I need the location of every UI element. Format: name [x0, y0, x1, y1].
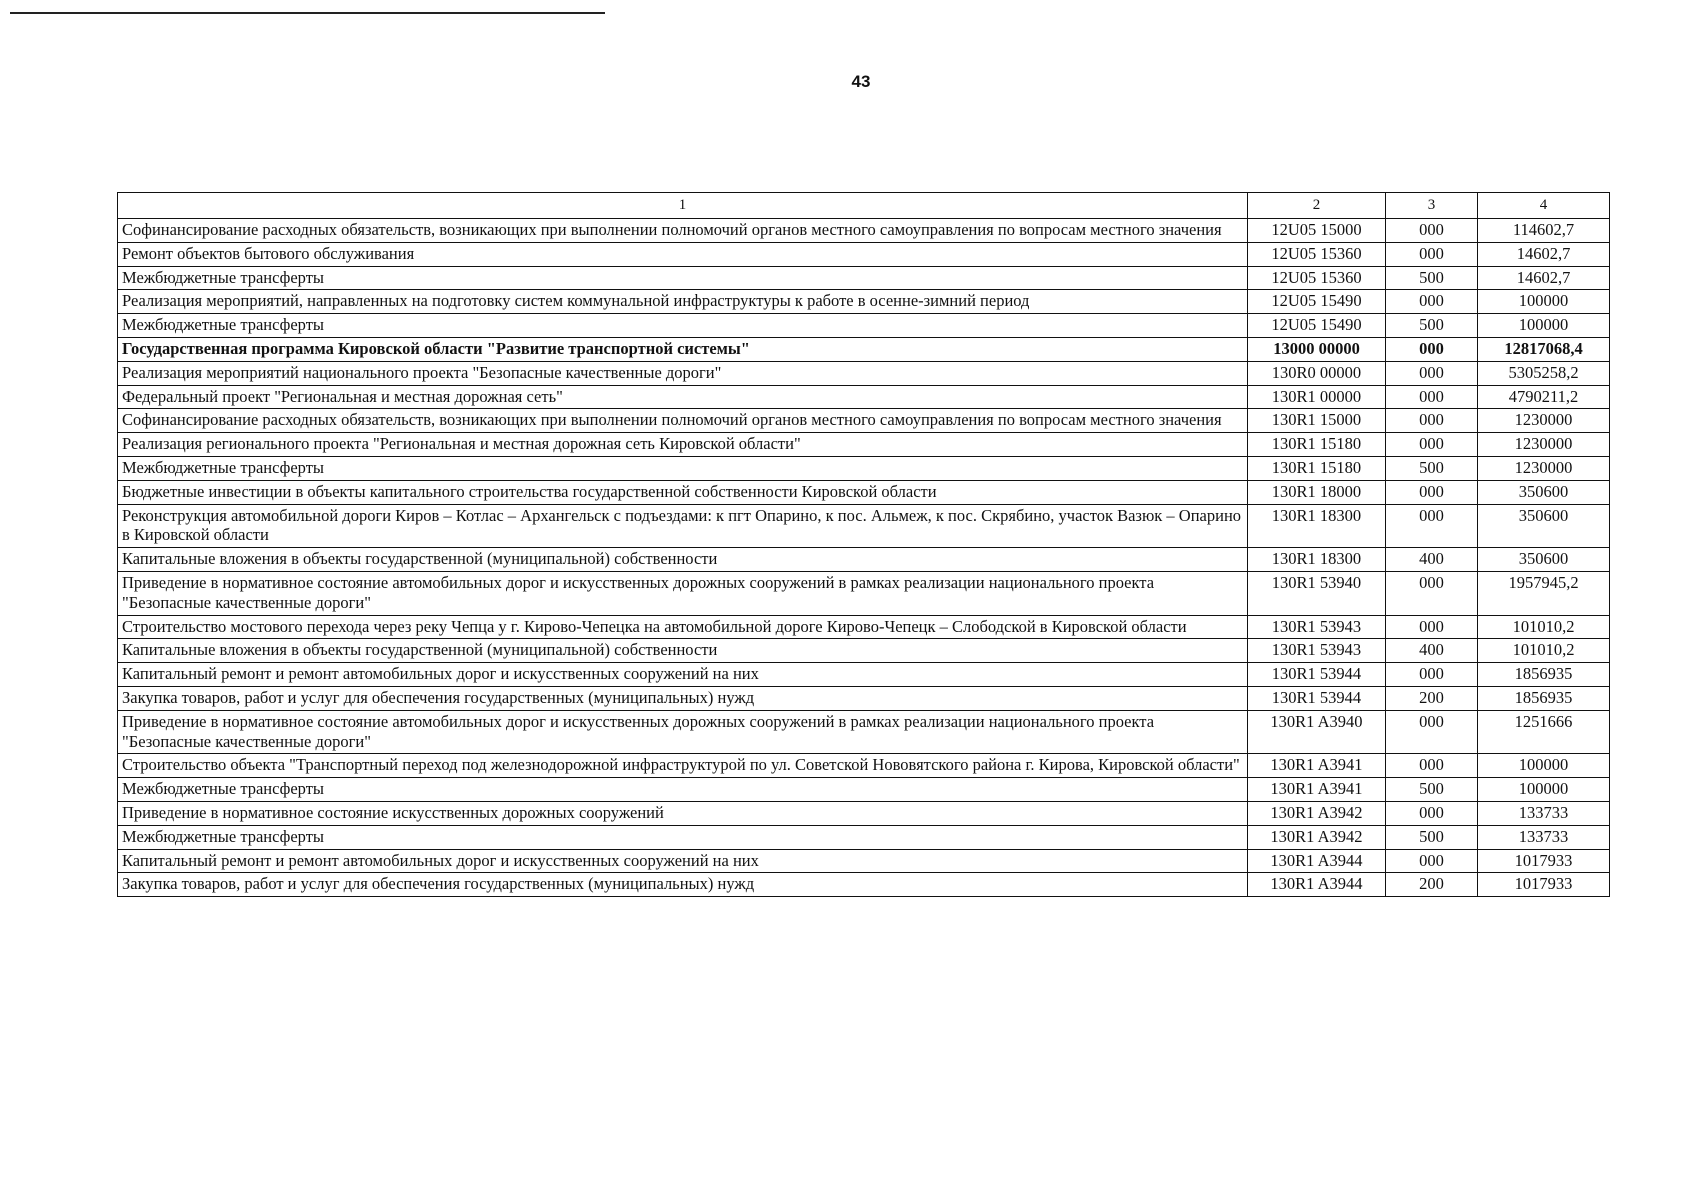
row-sum-cell: 100000	[1478, 290, 1610, 314]
row-type-cell: 000	[1386, 801, 1478, 825]
row-sum-cell: 350600	[1478, 480, 1610, 504]
row-sum-cell: 101010,2	[1478, 615, 1610, 639]
row-sum-cell: 133733	[1478, 801, 1610, 825]
row-type-cell: 000	[1386, 219, 1478, 243]
row-sum-cell: 100000	[1478, 754, 1610, 778]
row-code-cell: 130R1 18000	[1248, 480, 1386, 504]
row-sum-cell: 1230000	[1478, 456, 1610, 480]
top-rule	[10, 12, 605, 14]
page-number: 43	[851, 72, 871, 91]
row-code-cell: 130R1 18300	[1248, 504, 1386, 548]
table-row	[118, 639, 1610, 663]
table-row	[118, 480, 1610, 504]
row-code-cell: 130R1 A3944	[1248, 873, 1386, 897]
row-sum-cell: 1230000	[1478, 433, 1610, 457]
row-name-cell: Межбюджетные трансферты	[118, 825, 1248, 849]
row-type-cell: 000	[1386, 409, 1478, 433]
row-type-cell: 000	[1386, 242, 1478, 266]
row-type-cell: 000	[1386, 433, 1478, 457]
table-row	[118, 456, 1610, 480]
table-row	[118, 873, 1610, 897]
row-name-cell: Реализация регионального проекта "Региональная и местная дорожная сеть Кировской области"	[118, 433, 1248, 457]
row-type-cell: 000	[1386, 615, 1478, 639]
table-row	[118, 242, 1610, 266]
table-row	[118, 361, 1610, 385]
header-row	[118, 193, 1610, 219]
row-type-cell: 000	[1386, 480, 1478, 504]
row-type-cell: 000	[1386, 290, 1478, 314]
row-name-cell: Ремонт объектов бытового обслуживания	[118, 242, 1248, 266]
header-sum-column: 4	[1478, 193, 1610, 219]
row-name-cell: Капитальный ремонт и ремонт автомобильных дорог и искусственных сооружений на них	[118, 849, 1248, 873]
table-row	[118, 754, 1610, 778]
row-code-cell: 130R1 A3940	[1248, 710, 1386, 754]
table-row	[118, 548, 1610, 572]
row-name-cell: Капитальные вложения в объекты государственной (муниципальной) собственности	[118, 639, 1248, 663]
table-row	[118, 710, 1610, 754]
table-row	[118, 433, 1610, 457]
row-code-cell: 130R1 53944	[1248, 663, 1386, 687]
table-row	[118, 337, 1610, 361]
row-name-cell: Бюджетные инвестиции в объекты капитального строительства государственной собственности Кировской области	[118, 480, 1248, 504]
row-name-cell: Межбюджетные трансферты	[118, 456, 1248, 480]
row-name-cell: Приведение в нормативное состояние искусственных дорожных сооружений	[118, 801, 1248, 825]
table-row	[118, 219, 1610, 243]
row-sum-cell: 1856935	[1478, 686, 1610, 710]
row-type-cell: 400	[1386, 548, 1478, 572]
row-type-cell: 500	[1386, 778, 1478, 802]
row-sum-cell: 114602,7	[1478, 219, 1610, 243]
row-code-cell: 130R1 53943	[1248, 615, 1386, 639]
row-sum-cell: 350600	[1478, 548, 1610, 572]
row-sum-cell: 101010,2	[1478, 639, 1610, 663]
header-code-column: 2	[1248, 193, 1386, 219]
header-type-column: 3	[1386, 193, 1478, 219]
row-name-cell: Строительство мостового перехода через реку Чепца у г. Кирово-Чепецка на автомобильной дороге Кирово-Чепецк – Слободской в Кировской области	[118, 615, 1248, 639]
row-code-cell: 130R1 A3944	[1248, 849, 1386, 873]
row-sum-cell: 100000	[1478, 314, 1610, 338]
row-type-cell: 000	[1386, 361, 1478, 385]
row-code-cell: 12U05 15360	[1248, 266, 1386, 290]
row-sum-cell: 4790211,2	[1478, 385, 1610, 409]
row-type-cell: 000	[1386, 710, 1478, 754]
row-type-cell: 200	[1386, 873, 1478, 897]
row-code-cell: 130R1 53940	[1248, 571, 1386, 615]
row-code-cell: 12U05 15490	[1248, 314, 1386, 338]
table-row	[118, 615, 1610, 639]
row-sum-cell: 1017933	[1478, 849, 1610, 873]
row-name-cell: Софинансирование расходных обязательств, возникающих при выполнении полномочий органов местного самоуправления по вопросам местного значения	[118, 219, 1248, 243]
table-row	[118, 825, 1610, 849]
row-name-cell: Капитальные вложения в объекты государственной (муниципальной) собственности	[118, 548, 1248, 572]
row-type-cell: 000	[1386, 504, 1478, 548]
table-body	[118, 219, 1610, 897]
row-sum-cell: 5305258,2	[1478, 361, 1610, 385]
row-name-cell: Закупка товаров, работ и услуг для обеспечения государственных (муниципальных) нужд	[118, 686, 1248, 710]
row-type-cell: 000	[1386, 337, 1478, 361]
budget-table	[117, 192, 1610, 897]
table-row	[118, 571, 1610, 615]
row-sum-cell: 14602,7	[1478, 266, 1610, 290]
row-code-cell: 130R1 18300	[1248, 548, 1386, 572]
row-name-cell: Межбюджетные трансферты	[118, 266, 1248, 290]
row-code-cell: 130R1 A3942	[1248, 825, 1386, 849]
table-row	[118, 778, 1610, 802]
row-type-cell: 500	[1386, 314, 1478, 338]
row-type-cell: 000	[1386, 385, 1478, 409]
row-name-cell: Межбюджетные трансферты	[118, 778, 1248, 802]
row-code-cell: 12U05 15490	[1248, 290, 1386, 314]
row-sum-cell: 1017933	[1478, 873, 1610, 897]
row-code-cell: 130R1 00000	[1248, 385, 1386, 409]
table-row	[118, 385, 1610, 409]
table-row	[118, 504, 1610, 548]
row-type-cell: 500	[1386, 266, 1478, 290]
table-row	[118, 849, 1610, 873]
row-name-cell: Приведение в нормативное состояние автомобильных дорог и искусственных дорожных сооружений в рамках реализации национального проекта "Безопасные качественные дороги"	[118, 710, 1248, 754]
row-sum-cell: 14602,7	[1478, 242, 1610, 266]
row-name-cell: Реализация мероприятий, направленных на подготовку систем коммунальной инфраструктуры к работе в осенне-зимний период	[118, 290, 1248, 314]
row-name-cell: Капитальный ремонт и ремонт автомобильных дорог и искусственных сооружений на них	[118, 663, 1248, 687]
table-row	[118, 801, 1610, 825]
row-name-cell: Межбюджетные трансферты	[118, 314, 1248, 338]
row-type-cell: 200	[1386, 686, 1478, 710]
row-name-cell: Софинансирование расходных обязательств, возникающих при выполнении полномочий органов местного самоуправления по вопросам местного значения	[118, 409, 1248, 433]
row-name-cell: Реконструкция автомобильной дороги Киров – Котлас – Архангельск с подъездами: к пгт Опарино, к пос. Альмеж, к пос. Скрябино, участок Вазюк – Опарино в Кировской области	[118, 504, 1248, 548]
row-type-cell: 000	[1386, 571, 1478, 615]
table-row	[118, 266, 1610, 290]
table-row	[118, 314, 1610, 338]
row-code-cell: 130R1 A3941	[1248, 778, 1386, 802]
row-sum-cell: 1957945,2	[1478, 571, 1610, 615]
row-name-cell: Приведение в нормативное состояние автомобильных дорог и искусственных дорожных сооружений в рамках реализации национального проекта "Безопасные качественные дороги"	[118, 571, 1248, 615]
row-code-cell: 130R1 15180	[1248, 456, 1386, 480]
row-type-cell: 500	[1386, 825, 1478, 849]
row-sum-cell: 350600	[1478, 504, 1610, 548]
row-sum-cell: 1251666	[1478, 710, 1610, 754]
row-type-cell: 500	[1386, 456, 1478, 480]
row-sum-cell: 12817068,4	[1478, 337, 1610, 361]
row-type-cell: 000	[1386, 849, 1478, 873]
row-code-cell: 130R1 53944	[1248, 686, 1386, 710]
row-type-cell: 400	[1386, 639, 1478, 663]
row-name-cell: Федеральный проект "Региональная и местная дорожная сеть"	[118, 385, 1248, 409]
row-code-cell: 130R1 15180	[1248, 433, 1386, 457]
row-code-cell: 130R1 53943	[1248, 639, 1386, 663]
row-code-cell: 12U05 15000	[1248, 219, 1386, 243]
row-code-cell: 130R1 A3942	[1248, 801, 1386, 825]
table-row	[118, 663, 1610, 687]
table-row	[118, 409, 1610, 433]
row-sum-cell: 1856935	[1478, 663, 1610, 687]
row-sum-cell: 133733	[1478, 825, 1610, 849]
row-code-cell: 12U05 15360	[1248, 242, 1386, 266]
row-code-cell: 130R1 A3941	[1248, 754, 1386, 778]
table-row	[118, 686, 1610, 710]
row-code-cell: 130R0 00000	[1248, 361, 1386, 385]
row-code-cell: 13000 00000	[1248, 337, 1386, 361]
row-name-cell: Государственная программа Кировской области "Развитие транспортной системы"	[118, 337, 1248, 361]
row-sum-cell: 100000	[1478, 778, 1610, 802]
row-sum-cell: 1230000	[1478, 409, 1610, 433]
row-type-cell: 000	[1386, 754, 1478, 778]
row-type-cell: 000	[1386, 663, 1478, 687]
row-code-cell: 130R1 15000	[1248, 409, 1386, 433]
row-name-cell: Закупка товаров, работ и услуг для обеспечения государственных (муниципальных) нужд	[118, 873, 1248, 897]
header-name-column: 1	[118, 193, 1248, 219]
row-name-cell: Реализация мероприятий национального проекта "Безопасные качественные дороги"	[118, 361, 1248, 385]
table-row	[118, 290, 1610, 314]
row-name-cell: Строительство объекта "Транспортный переход под железнодорожной инфраструктурой по ул. Советской Нововятского района г. Кирова, Кировской области"	[118, 754, 1248, 778]
